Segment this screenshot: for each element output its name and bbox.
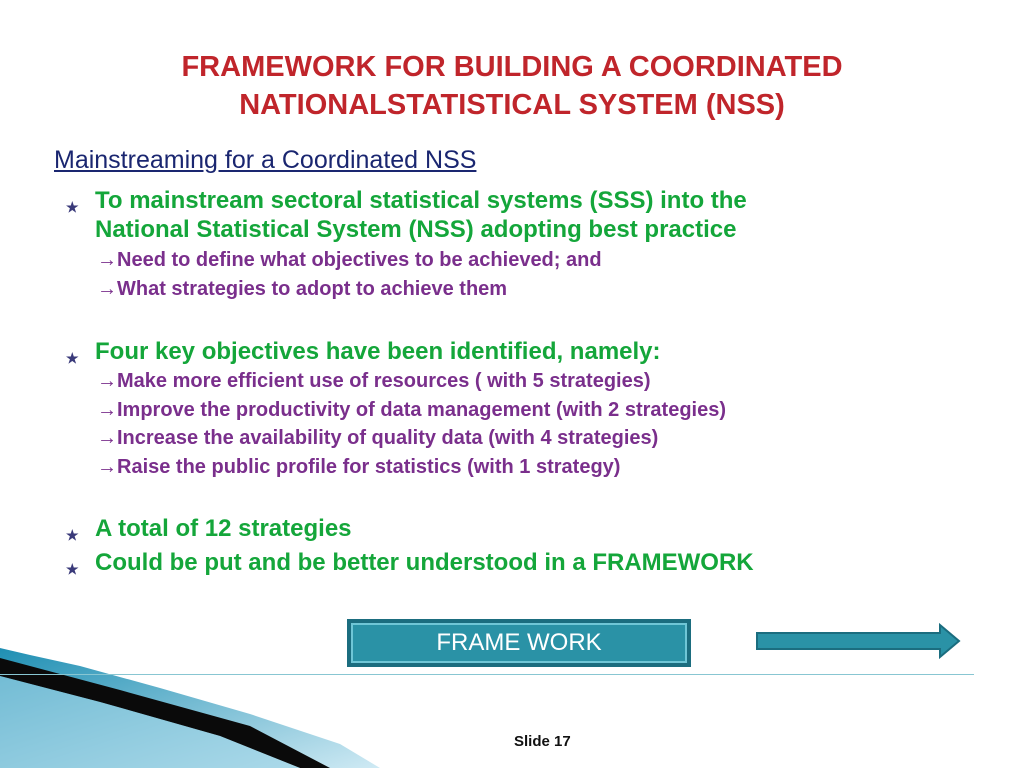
star-bullet-icon: ★ — [66, 350, 79, 366]
right-arrow-icon: → — [97, 370, 117, 392]
sub-bullet-text: What strategies to adopt to achieve them — [117, 278, 508, 300]
right-arrow-icon: → — [97, 427, 117, 449]
sub-bullet-text: Improve the productivity of data management (with 2 strategies) — [117, 399, 727, 421]
right-arrow-icon: → — [97, 249, 117, 271]
right-arrow-icon: → — [97, 399, 117, 421]
section-heading: Mainstreaming for a Coordinated NSS — [54, 146, 477, 174]
star-bullet-icon: ★ — [66, 527, 79, 543]
star-bullet-icon: ★ — [66, 561, 79, 577]
sub-bullet-item — [97, 370, 651, 393]
bullet-text: Could be put and be better understood in a FRAMEWORK — [95, 549, 754, 576]
sub-bullet-item — [97, 456, 620, 479]
sub-bullet-item — [97, 427, 658, 450]
right-arrow-icon: → — [97, 456, 117, 478]
right-arrow-shape[interactable] — [757, 625, 959, 657]
framework-button[interactable]: FRAME WORK — [347, 619, 691, 667]
bullet-text: To mainstream sectoral statistical systems (SSS) into the — [95, 187, 747, 214]
star-bullet-icon: ★ — [66, 199, 79, 215]
sub-bullet-text: Increase the availability of quality data (with 4 strategies) — [117, 427, 659, 449]
title-line-2: NATIONALSTATISTICAL SYSTEM (NSS) — [239, 89, 785, 121]
sub-bullet-item — [97, 249, 602, 272]
sub-bullet-text: Need to define what objectives to be achieved; and — [117, 249, 602, 271]
bullet-text: A total of 12 strategies — [95, 515, 352, 542]
sub-bullet-text: Make more efficient use of resources ( with 5 strategies) — [117, 370, 651, 392]
bullet-text: National Statistical System (NSS) adopting best practice — [95, 216, 737, 243]
bullet-text: Four key objectives have been identified, namely: — [95, 338, 661, 365]
sub-bullet-item — [97, 278, 507, 301]
title-line-1: FRAMEWORK FOR BUILDING A COORDINATED — [181, 51, 843, 83]
footer-divider — [0, 674, 974, 675]
slide-number: Slide 17 — [514, 733, 571, 750]
sub-bullet-item — [97, 399, 726, 422]
right-arrow-icon: → — [97, 278, 117, 300]
slide-title — [80, 48, 944, 124]
sub-bullet-text: Raise the public profile for statistics (with 1 strategy) — [117, 456, 621, 478]
